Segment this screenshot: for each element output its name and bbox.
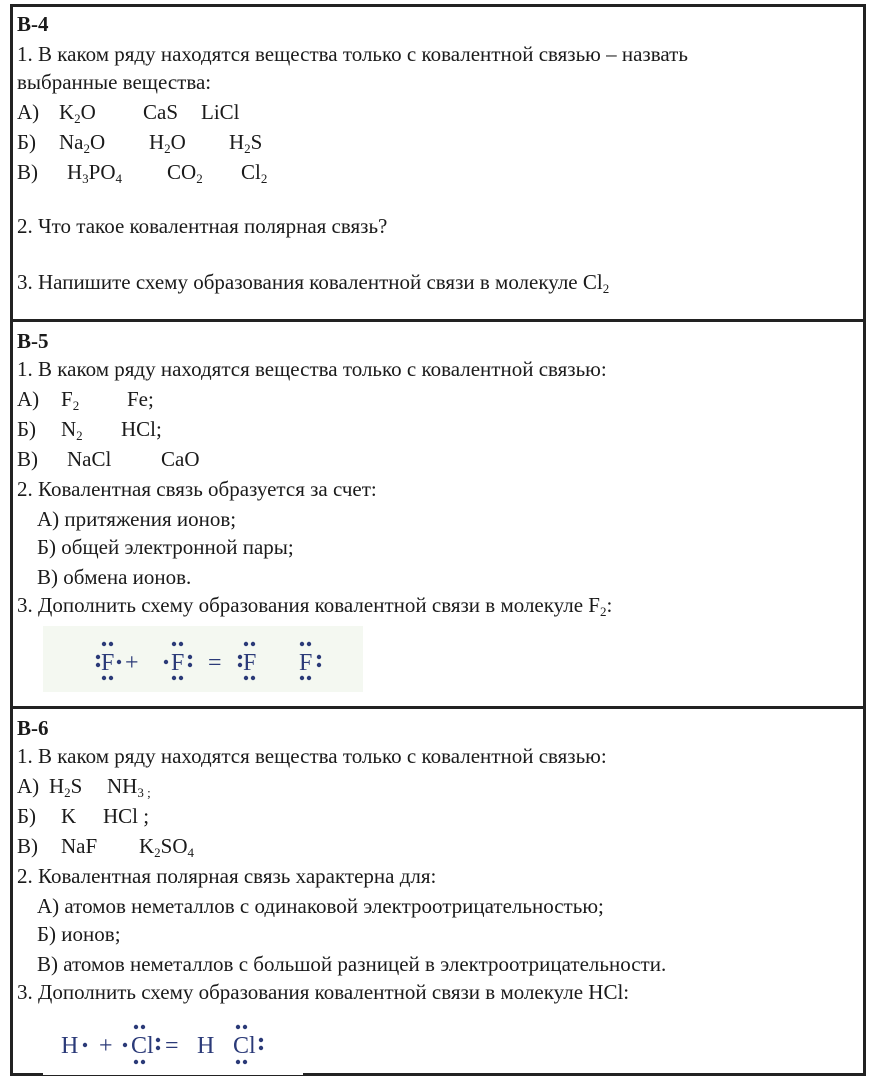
- lewis-scheme-f2: [43, 626, 363, 692]
- formula: NaF: [61, 834, 98, 858]
- option-c: В) NaCl CaO: [17, 447, 200, 471]
- answer-c: В) обмена ионов.: [37, 565, 192, 589]
- option-c: [17, 159, 417, 185]
- formula: $K_2O$: [59, 100, 96, 126]
- option-a: А) $F_2$ Fe;: [17, 387, 154, 413]
- equals-sign: =: [165, 1033, 179, 1059]
- question-2: 2. Ковалентная полярная связь характерна для:: [17, 864, 437, 888]
- plus-sign: +: [125, 650, 139, 676]
- question-3: 3. Дополнить схему образования ковалентной связи в молекуле $F_2$:: [17, 593, 613, 619]
- answer-a: А) притяжения ионов;: [37, 507, 237, 531]
- formula: LiCl: [201, 100, 240, 124]
- variant-5-card: [13, 322, 863, 709]
- formula: $K_2SO_4$: [139, 834, 195, 860]
- variant-title: В-4: [17, 12, 49, 36]
- atom-symbol: F: [299, 650, 313, 676]
- question-3: 3. Напишите схему образования ковалентной связи в молекуле $Cl_2$: [17, 270, 610, 296]
- atom-symbol-cl: Cl: [131, 1033, 154, 1059]
- formula: $H_2O$: [149, 130, 186, 156]
- answer-b: Б) общей электронной пары;: [37, 535, 294, 559]
- formula: $N_2$: [61, 417, 83, 443]
- formula: $Na_2O$: [59, 130, 106, 156]
- atom-symbol-cl: Cl: [233, 1033, 256, 1059]
- atom-symbol: F: [243, 650, 257, 676]
- worksheet: [10, 4, 866, 1076]
- question-1: 1. В каком ряду находятся вещества только с ковалентной связью:: [17, 357, 607, 381]
- option-label: Б): [17, 130, 37, 154]
- option-a: А) $H_2S$ $NH_{3 ;}$: [17, 774, 151, 800]
- option-c: В) NaF $K_2SO_4$: [17, 834, 195, 860]
- formula: $H_2S$: [229, 130, 263, 156]
- option-label: В): [17, 160, 38, 184]
- formula: K: [61, 804, 77, 828]
- variant-6-card: [13, 709, 863, 1073]
- formula: $Cl_2$: [241, 160, 268, 186]
- option-b: Б) K HCl ;: [17, 804, 150, 828]
- formula: $F_2$: [61, 387, 80, 413]
- plus-sign: +: [99, 1033, 113, 1059]
- question-1-continued: выбранные вещества:: [17, 70, 212, 94]
- atom-symbol-h: H: [197, 1033, 215, 1059]
- formula: $H_2S$: [49, 774, 83, 800]
- formula: CaO: [161, 447, 200, 471]
- atom-symbol: F: [171, 650, 185, 676]
- formula: $CO_2$: [167, 160, 203, 186]
- formula: NaCl: [67, 447, 112, 471]
- formula: $NH_{3 ;}$: [107, 774, 151, 800]
- option-a: [17, 99, 417, 125]
- formula: HCl ;: [103, 804, 150, 828]
- formula: CaS: [143, 100, 179, 124]
- equals-sign: =: [208, 650, 222, 676]
- formula: $H_3PO_4$: [67, 160, 123, 186]
- formula: HCl;: [121, 417, 162, 441]
- question-1: 1. В каком ряду находятся вещества только с ковалентной связью – назвать: [17, 42, 688, 66]
- question-2: 2. Что такое ковалентная полярная связь?: [17, 214, 388, 238]
- variant-title: В-6: [17, 716, 49, 740]
- variant-title: В-5: [17, 329, 49, 353]
- answer-b: Б) ионов;: [37, 922, 121, 946]
- question-1: 1. В каком ряду находятся вещества только с ковалентной связью:: [17, 744, 607, 768]
- option-b: [17, 129, 417, 155]
- formula: Fe;: [127, 387, 154, 411]
- question-3: 3. Дополнить схему образования ковалентной связи в молекуле HCl:: [17, 980, 630, 1004]
- variant-4-card: [13, 7, 863, 322]
- lewis-scheme-hcl: [43, 1009, 303, 1075]
- option-label: А): [17, 100, 40, 124]
- atom-symbol-h: H: [61, 1033, 79, 1059]
- question-2: 2. Ковалентная связь образуется за счет:: [17, 477, 377, 501]
- atom-symbol: F: [101, 650, 115, 676]
- answer-a: А) атомов неметаллов с одинаковой электроотрицательностью;: [37, 894, 604, 918]
- answer-c: В) атомов неметаллов с большой разницей в электроотрицательности.: [37, 952, 667, 976]
- option-b: Б) $N_2$ HCl;: [17, 417, 162, 443]
